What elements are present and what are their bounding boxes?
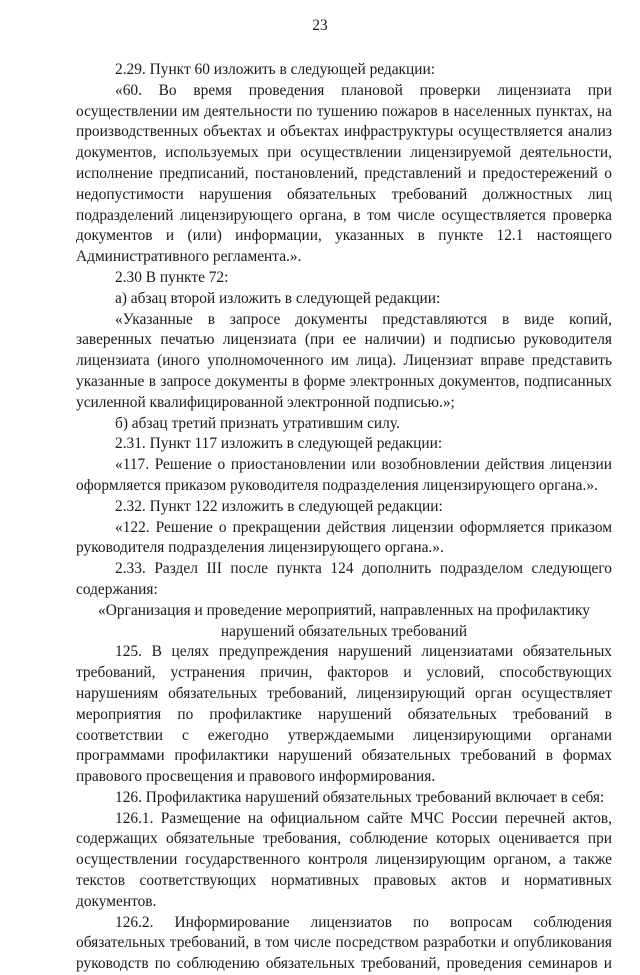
paragraph-125: 125. В целях предупреждения нарушений лицензиатами обязательных требований, устранения причин, факторов и условий, способствующих нарушениям обязательных требований, лицензирующий орган осуществляет мероприятия по профилактике нарушений обязательных требований в соответствии с ежегодно утверждаемыми лицензирующими органами программами профилактики нарушений обязательных требований в формах правового просвещения и правового информирования. [76, 643, 612, 786]
paragraph-2-31: 2.31. Пункт 117 изложить в следующей редакции: [115, 435, 443, 453]
paragraph-2-30-a: а) абзац второй изложить в следующей редакции: [115, 289, 441, 307]
paragraph-117-quote: «117. Решение о приостановлении или возобновлении действия лицензии оформляется приказом руководителя подразделения лицензирующего органа.». [76, 456, 612, 494]
paragraph-2-30-a-quote: «Указанные в запросе документы представляются в виде копий, заверенных печатью лицензиата (при ее наличии) и подписью руководителя лицензиата (иного уполномоченного им лица). Лицензиат вправе представить указанные в запросе документы в форме электронных документов, подписанных усиленной квалифицированной электронной подписью.»; [76, 310, 612, 411]
paragraph-2-33: 2.33. Раздел III после пункта 124 дополнить подразделом следующего содержания: [76, 560, 612, 598]
paragraph-126: 126. Профилактика нарушений обязательных требований включает в себя: [115, 788, 605, 806]
paragraph-122-quote: «122. Решение о прекращении действия лицензии оформляется приказом руководителя подразделения лицензирующего органа.». [76, 518, 612, 557]
subsection-heading: «Организация и проведение мероприятий, направленных на профилактику нарушений обязательных требований [98, 601, 590, 640]
document-body [76, 60, 612, 975]
paragraph-2-30-b: б) абзац третий признать утратившим силу. [115, 414, 400, 432]
paragraph-2-32: 2.32. Пункт 122 изложить в следующей редакции: [115, 497, 443, 515]
paragraph-126-2: 126.2. Информирование лицензиатов по вопросам соблюдения обязательных требований, в том числе посредством разработки и опубликования руководств по соблюдению обязательных требований, проведения семинаров и [76, 913, 612, 973]
paragraph-2-29: 2.29. Пункт 60 изложить в следующей редакции: [115, 61, 436, 78]
paragraph-126-1: 126.1. Размещение на официальном сайте МЧС России перечней актов, содержащих обязательные требования, соблюдение которых оценивается при осуществлении государственного контроля лицензирующим органом, а также текстов соответствующих нормативных правовых актов и нормативных документов. [76, 809, 612, 910]
paragraph-2-30: 2.30 В пункте 72: [115, 268, 229, 286]
page-number: 23 [312, 17, 328, 34]
paragraph-60-quote: «60. Во время проведения плановой проверки лицензиата при осуществлении им деятельности по тушению пожаров в населенных пунктах, на производственных объектах и объектах инфраструктуры осуществляется анализ документов, используемых при осуществлении лицензируемой деятельности, исполнение предписаний, постановлений, представлений и предостережений о недопустимости нарушения обязательных требований должностных лиц подразделений лицензирующего органа, в том числе осуществляется проверка документов и (или) информации, указанных в пункте 12.1 настоящего Административного регламента.». [76, 81, 612, 266]
